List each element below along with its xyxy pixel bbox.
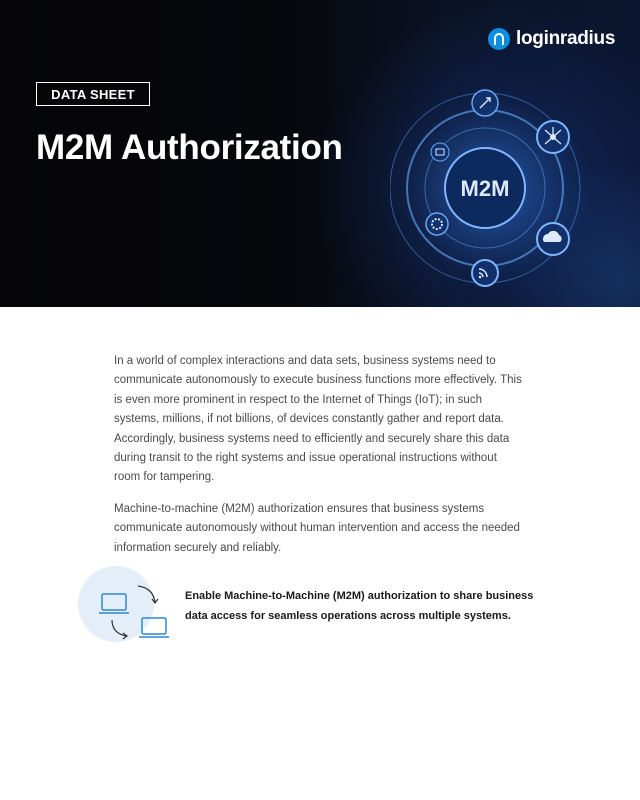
loginradius-logo[interactable] [488, 28, 615, 50]
callout-text: Enable Machine-to-Machine (M2M) authorization to share business data access for seamless operations across multiple systems. [185, 590, 534, 622]
page-title: M2M Authorization [36, 128, 343, 167]
body-text [114, 352, 524, 570]
m2m-graphic-label: M2M [460, 176, 510, 201]
logo-text: loginradius [516, 28, 616, 49]
rocket-icon [472, 90, 498, 116]
m2m-paragraph: Machine-to-machine (M2M) authorization ensures that business systems communicate autonomously without human intervention and access the needed information securely and reliably. [114, 502, 520, 554]
data-icon [431, 143, 449, 161]
m2m-network-graphic [390, 70, 640, 307]
cloud-icon [537, 223, 569, 255]
wifi-icon [472, 260, 498, 286]
laptops-sync-icon [98, 578, 188, 648]
gear-icon [426, 213, 448, 235]
hero-banner [0, 0, 640, 307]
logo-mark-icon [488, 28, 510, 50]
network-icon [537, 121, 569, 153]
callout-box [78, 566, 548, 646]
data-sheet-badge: DATA SHEET [36, 82, 150, 106]
intro-paragraph: In a world of complex interactions and data sets, business systems need to communicate autonomously to execute business functions more effectively. This is even more prominent in respect to the Internet of Things (IoT); in such systems, millions, if not billions, of devices constantly gather and report data. Accordingly, business systems need to efficiently and securely share this data during transit to the right systems and issue operational instructions without room for tampering. [114, 355, 522, 484]
